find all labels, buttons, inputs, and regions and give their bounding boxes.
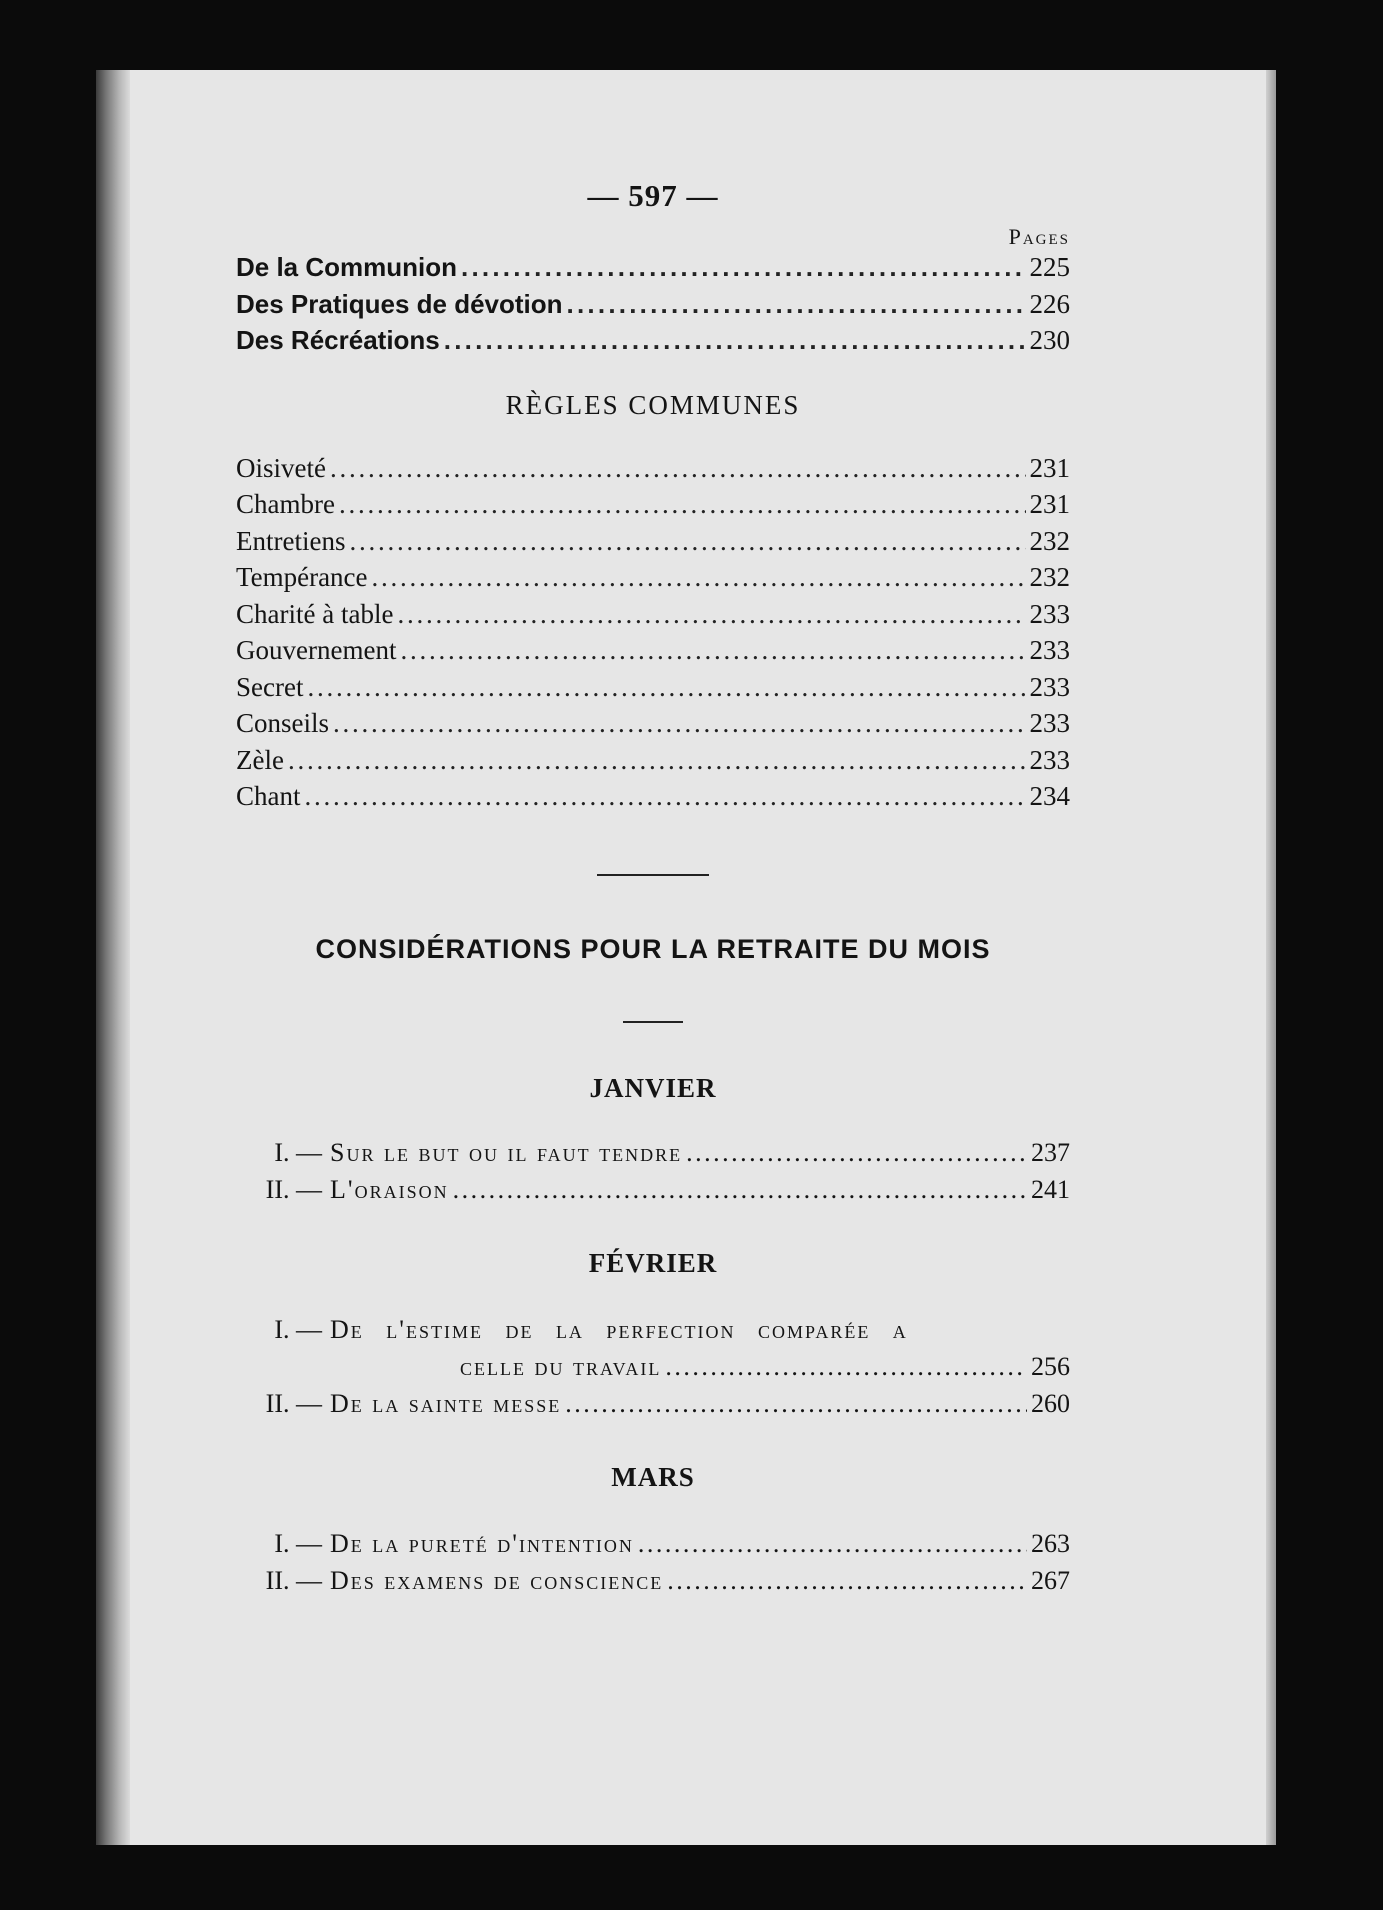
section-divider: [597, 874, 709, 876]
toc-entry-page: 233: [1029, 744, 1070, 775]
toc-entry-title: Des Pratiques de dévotion: [236, 288, 563, 319]
leader-dots: [397, 599, 1025, 630]
toc-entry-page: 226: [1029, 288, 1070, 319]
leader-dots: [567, 289, 1026, 320]
toc-entry: [236, 562, 1070, 599]
toc-entry-title-continued: celle du travail: [460, 1351, 662, 1381]
toc-entry: [236, 708, 1070, 745]
leader-dots: [444, 325, 1026, 356]
toc-entry: [236, 289, 1070, 326]
toc-entry-title: Chambre: [236, 489, 335, 519]
toc-entry-title: Sur le but ou il faut tendre: [330, 1137, 683, 1167]
toc-entry-title: De l'estime de la perfection comparée a: [330, 1314, 908, 1344]
month-heading-mars: MARS: [611, 1461, 695, 1492]
toc-entry-title: Tempérance: [236, 562, 368, 592]
toc-entry: [236, 1529, 1070, 1566]
toc-entry-title: De la sainte messe: [330, 1388, 562, 1418]
toc-entry-page: 233: [1029, 708, 1070, 738]
toc-entry: [236, 453, 1070, 490]
toc-entry-title: Gouvernement: [236, 635, 397, 665]
month-heading-janvier: JANVIER: [589, 1072, 717, 1103]
toc-entry: [236, 745, 1070, 782]
leader-dots: [339, 489, 1026, 520]
toc-entry-title: Conseils: [236, 708, 330, 738]
leader-dots: [372, 562, 1026, 593]
toc-entry-title: L'oraison: [330, 1174, 449, 1204]
leader-dots: [330, 453, 1026, 484]
toc-entry-page: 231: [1029, 489, 1070, 519]
toc-entry-title: Chant: [236, 781, 301, 811]
section-divider: [623, 1021, 683, 1023]
toc-entry-title: Zèle: [236, 744, 284, 775]
leader-dots: [638, 1529, 1027, 1559]
leader-dots: [667, 1566, 1027, 1596]
entry-numeral: II. —: [265, 1174, 322, 1204]
toc-entry-page: 233: [1029, 635, 1070, 665]
leader-dots: [665, 1352, 1027, 1382]
entry-numeral: I. —: [274, 1528, 322, 1558]
toc-entry-title: Oisiveté: [236, 452, 326, 483]
toc-entry-continuation: [236, 1352, 1070, 1389]
leader-dots: [453, 1175, 1027, 1205]
toc-entry-page: 267: [1031, 1565, 1070, 1595]
page-number: — 597 —: [587, 178, 719, 213]
toc-entry-page: 237: [1031, 1137, 1070, 1167]
book-page: [96, 70, 1276, 1845]
regles-heading: RÈGLES COMMUNES: [505, 389, 801, 420]
toc-entry-page: 241: [1031, 1174, 1070, 1204]
toc-entry: [236, 325, 1070, 362]
toc-entry: [236, 489, 1070, 526]
toc-entry-title: Secret: [236, 671, 304, 702]
toc-entry-title: Des Récréations: [236, 325, 440, 355]
leader-dots: [400, 635, 1025, 666]
leader-dots: [307, 672, 1025, 703]
toc-entry-page: 231: [1029, 452, 1070, 483]
toc-entry: [236, 1566, 1070, 1603]
entry-numeral: I. —: [274, 1314, 322, 1344]
entry-numeral: II. —: [265, 1565, 322, 1595]
pages-column-label: Pages: [1008, 224, 1070, 249]
entry-numeral: II. —: [265, 1388, 322, 1418]
toc-entry: [236, 599, 1070, 636]
toc-entry: [236, 781, 1070, 818]
toc-entry-page: 233: [1029, 671, 1070, 702]
toc-entry-title: Entretiens: [236, 525, 346, 556]
table-of-contents: [236, 178, 1070, 1603]
toc-entry-title: De la Communion: [236, 252, 458, 282]
leader-dots: [349, 526, 1025, 557]
toc-entry: [236, 1315, 1070, 1352]
leader-dots: [686, 1138, 1027, 1168]
toc-entry: [236, 635, 1070, 672]
toc-entry-page: 232: [1029, 525, 1070, 556]
leader-dots: [333, 708, 1025, 739]
month-heading-fevrier: FÉVRIER: [588, 1247, 718, 1278]
toc-entry: [236, 526, 1070, 563]
toc-entry-page: 233: [1029, 598, 1070, 629]
toc-entry-page: 225: [1029, 252, 1070, 282]
toc-entry: [236, 1175, 1070, 1212]
toc-entry-page: 260: [1031, 1388, 1070, 1418]
leader-dots: [565, 1389, 1027, 1419]
toc-entry: [236, 1138, 1070, 1175]
toc-entry-title: Des examens de conscience: [330, 1565, 664, 1595]
toc-entry-page: 234: [1029, 781, 1070, 811]
toc-entry-page: 230: [1029, 325, 1070, 355]
toc-entry: [236, 252, 1070, 289]
toc-entry: [236, 672, 1070, 709]
leader-dots: [288, 745, 1026, 776]
toc-entry-page: 256: [1031, 1351, 1070, 1381]
toc-entry-page: 263: [1031, 1528, 1070, 1558]
considerations-heading: CONSIDÉRATIONS POUR LA RETRAITE DU MOIS: [315, 933, 991, 964]
book-spine-shadow: [96, 70, 130, 1845]
leader-dots: [461, 252, 1025, 283]
entry-numeral: I. —: [274, 1137, 322, 1167]
toc-entry-title: Charité à table: [236, 598, 394, 629]
leader-dots: [305, 781, 1026, 812]
toc-entry: [236, 1389, 1070, 1426]
page-edge: [1266, 70, 1276, 1845]
toc-entry-title: De la pureté d'intention: [330, 1528, 634, 1558]
toc-entry-page: 232: [1029, 562, 1070, 592]
